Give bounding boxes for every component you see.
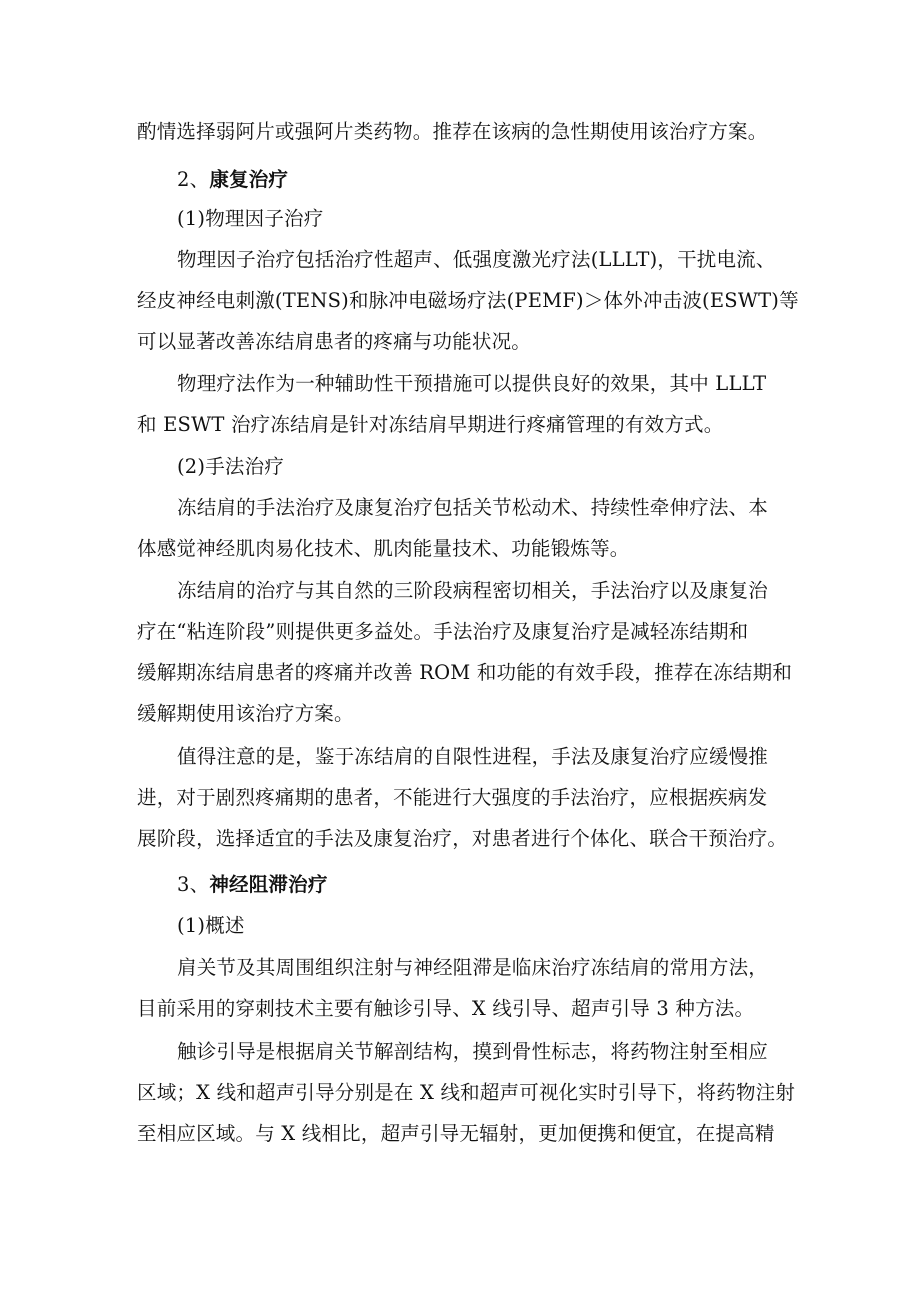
text-line: 体感觉神经肌肉易化技术、肌肉能量技术、功能锻炼等。 (137, 537, 630, 560)
text-line: 可以显著改善冻结肩患者的疼痛与功能状况。 (137, 330, 532, 353)
text-line: 肩关节及其周围组织注射与神经阻滞是临床治疗冻结肩的常用方法， (177, 956, 769, 979)
heading-number: 2、 (177, 168, 210, 191)
text-line: 触诊引导是根据肩关节解剖结构，摸到骨性标志，将药物注射至相应 (177, 1040, 769, 1063)
text-line: 疗在“粘连阶段”则提供更多益处。手法治疗及康复治疗是减轻冻结期和 (137, 620, 749, 643)
heading-number: 3、 (177, 873, 210, 896)
text-line: 冻结肩的手法治疗及康复治疗包括关节松动术、持续性牵伸疗法、本 (177, 496, 769, 519)
text-line: 物理疗法作为一种辅助性干预措施可以提供良好的效果，其中 LLLT (177, 372, 767, 395)
subheading-overview: (1)概述 (177, 914, 245, 937)
text-line: 至相应区域。与 X 线相比，超声引导无辐射，更加便携和便宜，在提高精 (137, 1122, 775, 1145)
text-line: 经皮神经电刺激(TENS)和脉冲电磁场疗法(PEMF)＞体外冲击波(ESWT)等 (137, 289, 799, 312)
heading-text: 康复治疗 (209, 168, 289, 191)
section-heading-rehab (177, 167, 288, 193)
heading-text: 神经阻滞治疗 (209, 873, 328, 896)
text-line: 物理因子治疗包括治疗性超声、低强度激光疗法(LLLT)，干扰电流、 (177, 248, 776, 271)
text-line: 展阶段，选择适宜的手法及康复治疗，对患者进行个体化、联合干预治疗。 (137, 827, 788, 850)
section-heading-nerve-block (177, 872, 328, 898)
text-line: 目前采用的穿刺技术主要有触诊引导、X 线引导、超声引导 3 种方法。 (137, 997, 755, 1020)
text-line: 冻结肩的治疗与其自然的三阶段病程密切相关，手法治疗以及康复治 (177, 579, 769, 602)
text-line: 缓解期使用该治疗方案。 (137, 702, 354, 725)
text-line: 进，对于剧烈疼痛期的患者，不能进行大强度的手法治疗，应根据疾病发 (137, 786, 768, 809)
text-line: 值得注意的是，鉴于冻结肩的自限性进程，手法及康复治疗应缓慢推 (177, 745, 769, 768)
text-line: 区域；X 线和超声引导分别是在 X 线和超声可视化实时引导下，将药物注射 (137, 1081, 796, 1104)
subheading-physical-therapy: (1)物理因子治疗 (177, 207, 324, 230)
subheading-manual-therapy: (2)手法治疗 (177, 455, 285, 478)
text-line: 酌情选择弱阿片或强阿片类药物。推荐在该病的急性期使用该治疗方案。 (137, 120, 768, 143)
text-line: 和 ESWT 治疗冻结肩是针对冻结肩早期进行疼痛管理的有效方式。 (137, 413, 724, 436)
text-line: 缓解期冻结肩患者的疼痛并改善 ROM 和功能的有效手段，推荐在冻结期和 (137, 661, 793, 684)
